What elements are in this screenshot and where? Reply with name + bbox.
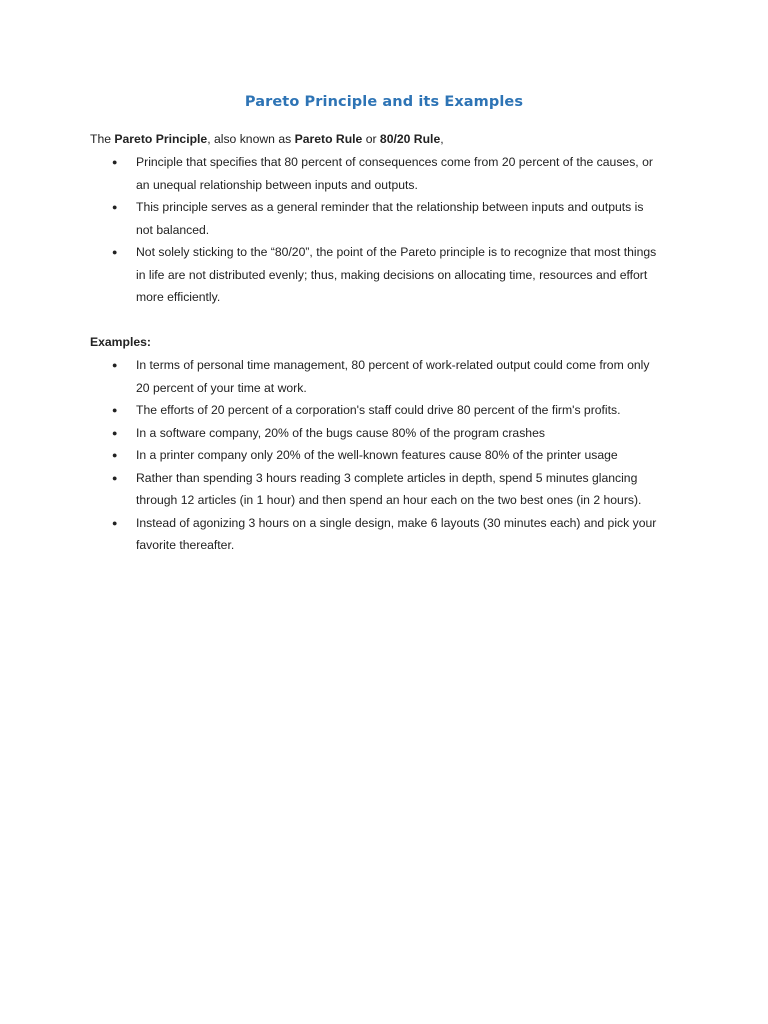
list-item-line: Not solely sticking to the “80/20”, the point of the Pareto principle is to recognize that most things <box>136 245 657 259</box>
bullet-icon: ● <box>112 202 118 212</box>
list-item-line: 20 percent of your time at work. <box>136 380 307 395</box>
list-item-line: through 12 articles (in 1 hour) and then spend an hour each on the two best ones (in 2 hours). <box>136 493 642 507</box>
bullet-icon: ● <box>112 450 118 460</box>
bullet-icon: ● <box>112 157 118 167</box>
intro-text: , also known as <box>207 132 295 146</box>
list-item <box>90 354 690 399</box>
bullet-icon: ● <box>112 360 118 370</box>
intro-text: The <box>90 132 115 146</box>
list-item-line: Instead of agonizing 3 hours on a single design, make 6 layouts (30 minutes each) and pick your <box>136 515 657 530</box>
bullet-icon: ● <box>112 472 118 483</box>
list-item-line: In a printer company only 20% of the well-known features cause 80% of the printer usage <box>136 448 618 462</box>
list-item <box>90 467 690 512</box>
examples-heading: Examples: <box>90 335 151 349</box>
list-item-line: favorite thereafter. <box>136 538 235 552</box>
list-item <box>90 241 690 309</box>
list-item-line: The efforts of 20 percent of a corporation's staff could drive 80 percent of the firm's profits. <box>136 403 621 417</box>
intro-bold-term: Pareto Principle <box>114 132 208 146</box>
list-item-line: In terms of personal time management, 80 percent of work-related output could come from only <box>136 358 650 372</box>
definition-list <box>90 151 690 309</box>
list-item-line: This principle serves as a general reminder that the relationship between inputs and outputs is <box>136 200 644 214</box>
page-title: Pareto Principle and its Examples <box>244 94 524 110</box>
examples-list <box>90 354 690 557</box>
bullet-icon: ● <box>112 247 118 257</box>
list-item <box>90 196 690 241</box>
bullet-icon: ● <box>112 517 118 528</box>
list-item-line: an unequal relationship between inputs and outputs. <box>136 177 418 192</box>
intro-text: or <box>362 132 380 146</box>
list-item-line: not balanced. <box>136 222 210 237</box>
intro-bold-term: 80/20 Rule <box>379 132 441 146</box>
bullet-icon: ● <box>112 427 118 438</box>
bullet-icon: ● <box>112 405 118 415</box>
list-item-line: Principle that specifies that 80 percent of consequences come from 20 percent of the causes, or <box>136 155 653 169</box>
intro-bold-term: Pareto Rule <box>294 132 363 146</box>
intro-paragraph <box>90 129 690 149</box>
list-item <box>90 399 690 422</box>
list-item <box>90 151 690 196</box>
list-item <box>90 422 690 445</box>
list-item-line: Rather than spending 3 hours reading 3 complete articles in depth, spend 5 minutes glancing <box>136 470 638 485</box>
list-item <box>90 512 690 557</box>
list-item <box>90 444 690 467</box>
list-item-line: In a software company, 20% of the bugs cause 80% of the program crashes <box>136 425 545 440</box>
list-item-line: in life are not distributed evenly; thus, making decisions on allocating time, resources and effort <box>136 267 648 282</box>
intro-text: , <box>440 132 444 146</box>
list-item-line: more efficiently. <box>136 290 221 304</box>
